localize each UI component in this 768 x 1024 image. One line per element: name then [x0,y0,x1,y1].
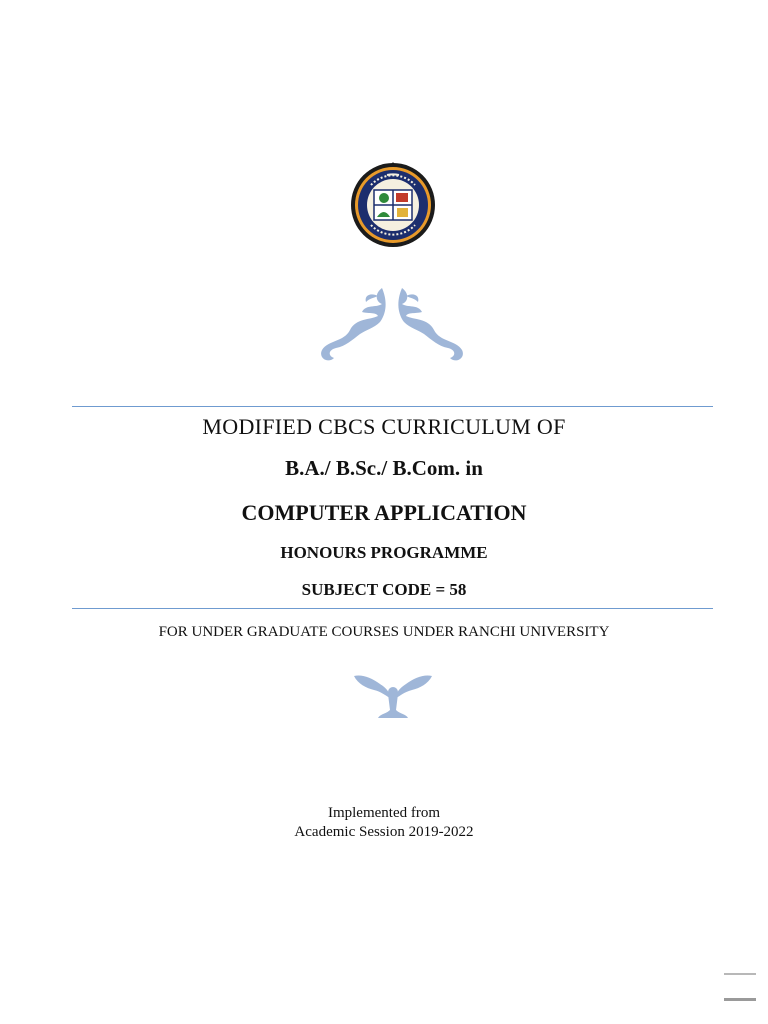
university-seal-icon [350,162,436,248]
implemented-from: Implemented from [327,805,441,821]
courses-statement: FOR UNDER GRADUATE COURSES UNDER RANCHI UNIVERSITY [158,624,610,640]
subject-code: SUBJECT CODE = 58 [301,580,467,599]
programme-label: HONOURS PROGRAMME [280,543,488,562]
corner-mark-top [724,973,756,975]
document-title-line1: MODIFIED CBCS CURRICULUM OF [202,414,566,439]
corner-mark-bottom [724,998,756,1001]
top-divider [72,406,713,407]
document-title-line2: B.A./ B.Sc./ B.Com. in [285,456,483,480]
document-title-line3: COMPUTER APPLICATION [241,500,527,525]
floral-ornament-icon [352,670,434,720]
floral-flourish-icon [316,284,468,366]
academic-session: Academic Session 2019-2022 [294,824,474,840]
bottom-divider [72,608,713,609]
